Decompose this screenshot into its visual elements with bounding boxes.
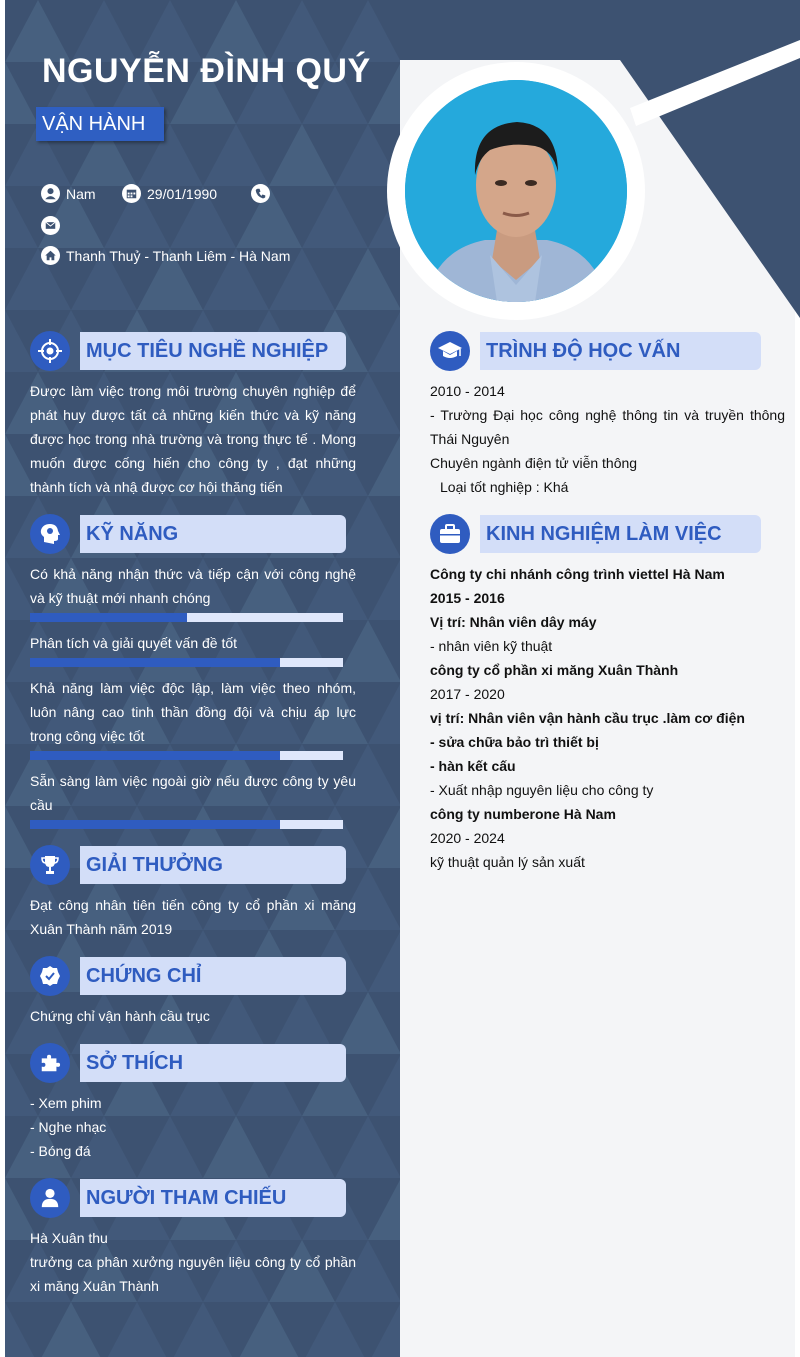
section-title: GIẢI THƯỞNG: [86, 854, 223, 876]
experience-line: 2015 - 2016: [430, 590, 505, 606]
reference-name: Hà Xuân thu: [30, 1230, 108, 1246]
pattern-triangle: [104, 1302, 170, 1357]
section-title: CHỨNG CHỈ: [86, 965, 202, 987]
pattern-triangle: [335, 248, 400, 310]
person-icon: [30, 1178, 70, 1218]
pattern-triangle: [368, 310, 400, 372]
pattern-triangle: [368, 930, 400, 992]
pattern-triangle: [203, 124, 269, 186]
puzzle-icon: [30, 1043, 70, 1083]
phone-info: [251, 184, 276, 203]
pattern-triangle: [368, 682, 400, 744]
email-info: [41, 216, 66, 235]
phone-icon: [251, 184, 270, 203]
section-certificates: [30, 956, 348, 996]
address-info: [41, 246, 290, 265]
skill-item-4: Sẵn sàng làm việc ngoài giờ nếu được công ty yêu cầu: [30, 773, 356, 813]
section-experience: [430, 514, 770, 554]
section-skills: [30, 514, 348, 554]
section-title: SỞ THÍCH: [86, 1052, 184, 1074]
badge-check-icon: [30, 956, 70, 996]
brain-head-icon: [30, 514, 70, 554]
experience-line: - hàn kết cấu: [430, 758, 516, 774]
skill-bar-1: [30, 613, 343, 622]
experience-line: - sửa chữa bảo trì thiết bị: [430, 734, 599, 750]
pattern-triangle: [368, 558, 400, 620]
graduation-cap-icon: [430, 331, 470, 371]
pattern-triangle: [38, 1302, 104, 1357]
experience-line: - Xuất nhập nguyên liệu cho công ty: [430, 782, 654, 798]
section-objective: [30, 331, 348, 371]
skill-bar-4: [30, 820, 343, 829]
experience-line: Vị trí: Nhân viên dây máy: [430, 614, 597, 630]
email-icon: [41, 216, 60, 235]
experience-line: công ty numberone Hà Nam: [430, 806, 616, 822]
hobby-item: - Bóng đá: [30, 1143, 91, 1159]
section-awards: [30, 845, 348, 885]
calendar-icon: [122, 184, 141, 203]
skill-bar-fill: [30, 751, 280, 760]
pattern-triangle: [368, 62, 400, 124]
skill-bar-3: [30, 751, 343, 760]
experience-line: 2020 - 2024: [430, 830, 505, 846]
pattern-triangle: [5, 186, 38, 248]
gender-info: [41, 184, 96, 203]
section-education: [430, 331, 770, 371]
skill-item-2: Phân tích và giải quyết vấn đề tốt: [30, 635, 238, 651]
section-hobbies: [30, 1043, 348, 1083]
briefcase-icon: [430, 514, 470, 554]
education-grade: Loại tốt nghiệp : Khá: [440, 479, 569, 495]
pattern-triangle: [170, 1302, 236, 1357]
skill-item-3: Khả năng làm việc độc lập, làm việc theo nhóm, luôn nâng cao tinh thần đồng đội và chịu áp lực trong công việc tốt: [30, 680, 356, 744]
certificates-text: Chứng chỉ vận hành cầu trục: [30, 1008, 210, 1024]
pattern-triangle: [368, 1054, 400, 1116]
experience-line: vị trí: Nhân viên vận hành cầu trục .làm cơ điện: [430, 710, 745, 726]
pattern-triangle: [368, 806, 400, 868]
skill-item-1: Có khả năng nhận thức và tiếp cận với công nghệ và kỹ thuật mới nhanh chóng: [30, 566, 356, 606]
education-body: [430, 379, 785, 499]
cv-page: [5, 0, 795, 1357]
home-icon: [41, 246, 60, 265]
section-title: NGƯỜI THAM CHIẾU: [86, 1187, 287, 1209]
pattern-triangle: [236, 1302, 302, 1357]
pattern-triangle: [368, 434, 400, 496]
target-icon: [30, 331, 70, 371]
section-title: KỸ NĂNG: [86, 523, 179, 545]
skill-bar-fill: [30, 613, 187, 622]
pattern-triangle: [5, 62, 38, 124]
pattern-triangle: [269, 124, 335, 186]
awards-text: Đạt công nhân tiên tiến công ty cổ phần xi măng Xuân Thành năm 2019: [30, 897, 356, 937]
birthday-info: [122, 184, 217, 203]
job-title-badge: VẬN HÀNH: [36, 107, 164, 141]
avatar: [405, 80, 627, 302]
candidate-name: NGUYỄN ĐÌNH QUÝ: [42, 52, 371, 90]
experience-line: - nhân viên kỹ thuật: [430, 638, 553, 654]
experience-line: kỹ thuật quản lý sản xuất: [430, 854, 585, 870]
gender-value: Nam: [66, 185, 96, 202]
education-school: - Trường Đại học công nghệ thông tin và truyền thông Thái Nguyên: [430, 407, 785, 447]
skill-bar-fill: [30, 820, 280, 829]
pattern-triangle: [368, 1178, 400, 1240]
experience-line: Công ty chi nhánh công trình viettel Hà Nam: [430, 566, 725, 582]
section-title: MỤC TIÊU NGHỀ NGHIỆP: [86, 340, 329, 362]
hobby-item: - Nghe nhạc: [30, 1119, 107, 1135]
skill-bar-fill: [30, 658, 280, 667]
birthday-value: 29/01/1990: [147, 185, 218, 202]
section-reference: [30, 1178, 348, 1218]
education-major: Chuyên ngành điện tử viễn thông: [430, 455, 638, 471]
objective-text: Được làm việc trong môi trường chuyên nghiệp để phát huy được tất cả những kiến thức và kỹ năng được học trong nhà trường và trong thực tế . Mong muốn được cống hiến cho công ty , đạt những thành tích và nhậ được cơ hội thăng tiến: [30, 383, 356, 495]
pattern-triangle: [5, 1302, 38, 1357]
hobbies-list: [30, 1091, 356, 1163]
pattern-triangle: [302, 1302, 368, 1357]
person-icon: [41, 184, 60, 203]
reference-text: trưởng ca phân xưởng nguyên liệu công ty cổ phần xi măng Xuân Thành: [30, 1254, 356, 1294]
pattern-triangle: [302, 186, 368, 248]
address-value: Thanh Thuỷ - Thanh Liêm - Hà Nam: [66, 247, 291, 264]
hobby-item: - Xem phim: [30, 1095, 102, 1111]
trophy-icon: [30, 845, 70, 885]
pattern-triangle: [368, 1302, 400, 1357]
skill-bar-2: [30, 658, 343, 667]
experience-line: công ty cổ phần xi măng Xuân Thành: [430, 662, 679, 678]
education-period: 2010 - 2014: [430, 383, 505, 399]
section-title: TRÌNH ĐỘ HỌC VẤN: [486, 340, 681, 362]
experience-line: 2017 - 2020: [430, 686, 505, 702]
experience-list: [430, 562, 785, 874]
section-title: KINH NGHIỆM LÀM VIỆC: [486, 523, 722, 545]
